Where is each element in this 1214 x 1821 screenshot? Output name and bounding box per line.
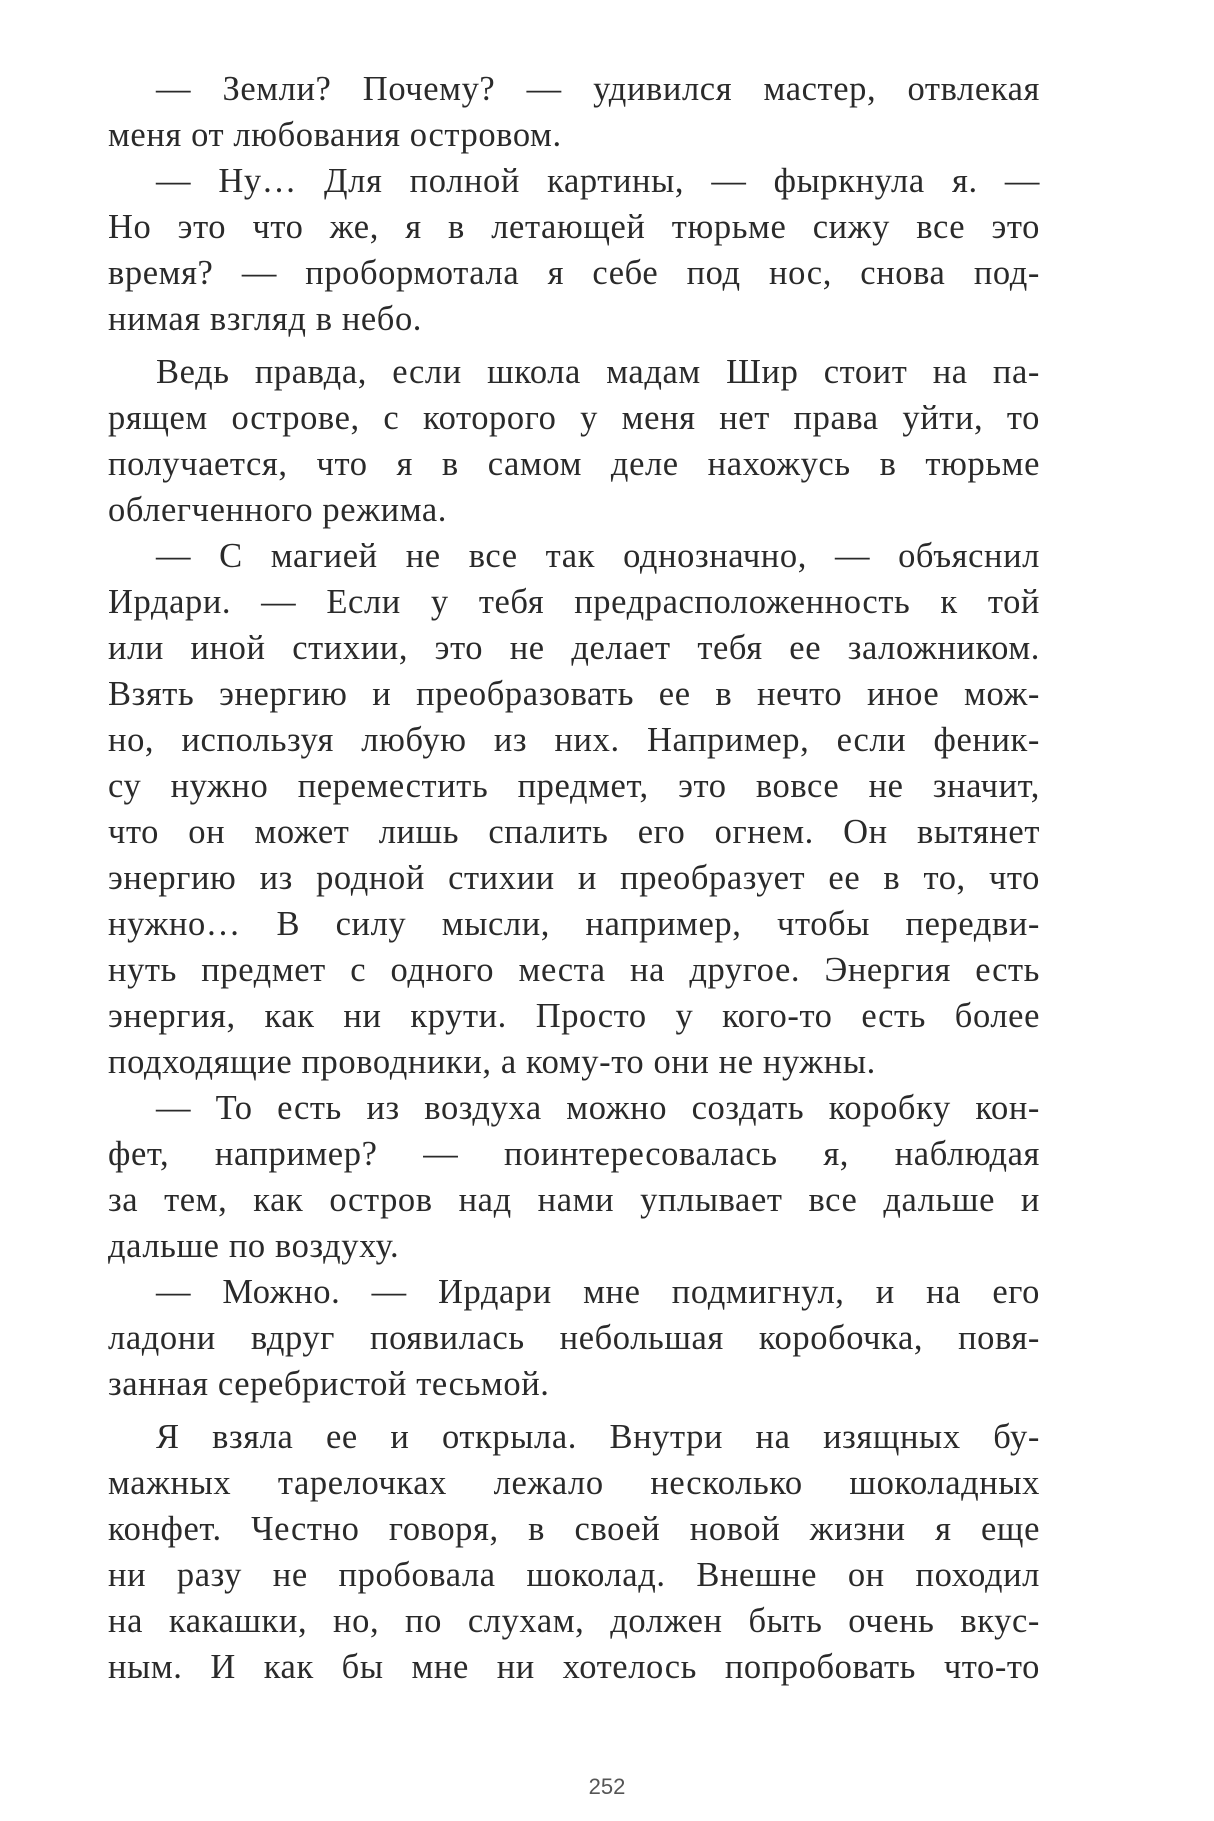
text-line: что он может лишь спалить его огнем. Он вытянет: [108, 813, 1040, 851]
text-line: занная серебристой тесьмой.: [108, 1365, 550, 1403]
text-line: энергию из родной стихии и преобразует ее в то, что: [108, 859, 1040, 897]
body-text: [108, 66, 1040, 1690]
paragraph: [108, 158, 1040, 342]
text-line: — Земли? Почему? — удивился мастер, отвлекая: [156, 70, 1040, 108]
text-line: за тем, как остров над нами уплывает все дальше и: [108, 1181, 1040, 1219]
page-number: 252: [588, 1774, 626, 1799]
text-line: — Можно. — Ирдари мне подмигнул, и на его: [156, 1273, 1040, 1311]
text-line: Я взяла ее и открыла. Внутри на изящных бу-: [156, 1418, 1040, 1456]
text-line: — С магией не все так однозначно, — объяснил: [156, 537, 1040, 575]
text-line: — Ну… Для полной картины, — фыркнула я. —: [156, 162, 1040, 200]
text-line: на какашки, но, по слухам, должен быть очень вкус-: [108, 1602, 1040, 1640]
text-line: конфет. Честно говоря, в своей новой жизни я еще: [108, 1510, 1040, 1548]
text-line: ладони вдруг появилась небольшая коробочка, повя-: [108, 1319, 1040, 1357]
paragraph: [108, 349, 1040, 533]
text-line: или иной стихии, это не делает тебя ее заложником.: [108, 629, 1040, 667]
text-line: нимая взгляд в небо.: [108, 300, 423, 338]
text-line: нужно… В силу мысли, например, чтобы передви-: [108, 905, 1040, 943]
text-line: ни разу не пробовала шоколад. Внешне он походил: [108, 1556, 1040, 1594]
text-line: фет, например? — поинтересовалась я, наблюдая: [108, 1135, 1040, 1173]
text-line: облегченного режима.: [108, 491, 448, 529]
text-line: Взять энергию и преобразовать ее в нечто иное мож-: [108, 675, 1040, 713]
text-line: подходящие проводники, а кому-то они не нужны.: [108, 1043, 876, 1081]
text-line: Ирдари. — Если у тебя предрасположенность к той: [108, 583, 1040, 621]
text-line: но, используя любую из них. Например, если феник-: [108, 721, 1040, 759]
paragraph: [108, 66, 1040, 158]
text-line: су нужно переместить предмет, это вовсе не значит,: [108, 767, 1040, 805]
text-line: время? — пробормотала я себе под нос, снова под-: [108, 254, 1040, 292]
paragraph: [108, 1085, 1040, 1269]
text-line: меня от любования островом.: [108, 116, 562, 154]
text-line: нуть предмет с одного места на другое. Энергия есть: [108, 951, 1040, 989]
text-line: — То есть из воздуха можно создать коробку кон-: [156, 1089, 1040, 1127]
text-line: Но это что же, я в летающей тюрьме сижу все это: [108, 208, 1040, 246]
paragraph: [108, 1414, 1040, 1690]
text-line: ным. И как бы мне ни хотелось попробовать что-то: [108, 1648, 1040, 1686]
text-line: рящем острове, с которого у меня нет права уйти, то: [108, 399, 1040, 437]
paragraph: [108, 533, 1040, 1085]
text-line: получается, что я в самом деле нахожусь в тюрьме: [108, 445, 1040, 483]
paragraph: [108, 1269, 1040, 1407]
text-line: дальше по воздуху.: [108, 1227, 400, 1265]
text-line: мажных тарелочках лежало несколько шоколадных: [108, 1464, 1040, 1502]
text-line: Ведь правда, если школа мадам Шир стоит на па-: [156, 353, 1040, 391]
text-line: энергия, как ни крути. Просто у кого-то есть более: [108, 997, 1040, 1035]
